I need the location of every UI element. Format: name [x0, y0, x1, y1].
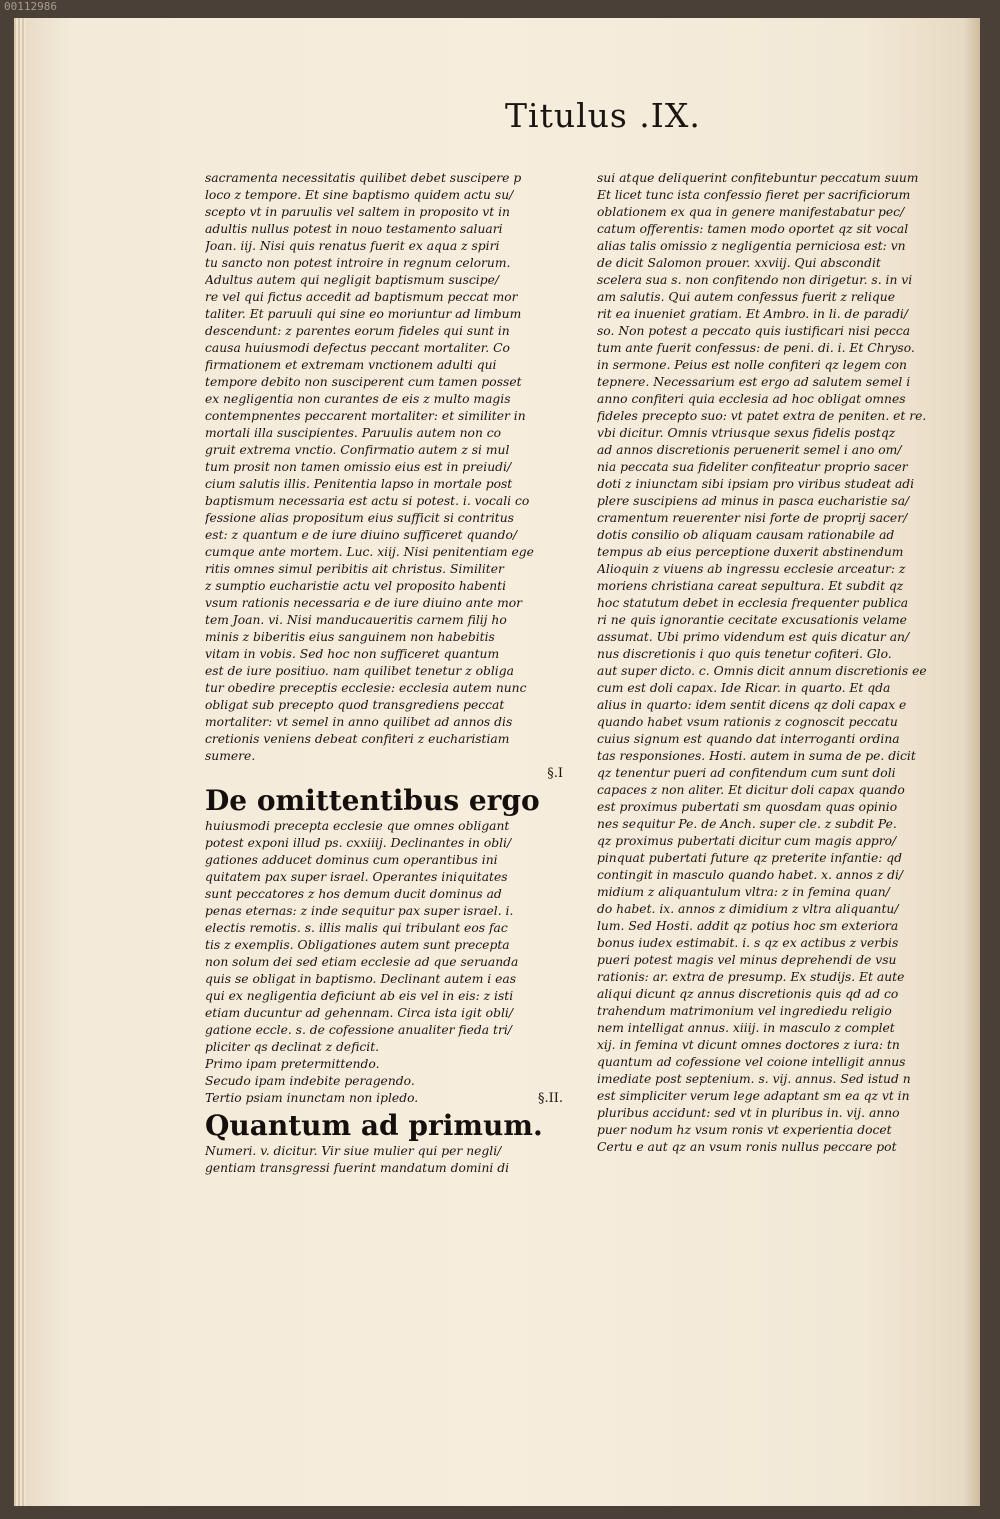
text-line: vbi dicitur. Omnis vtriusque sexus fidelis postqz: [597, 426, 896, 440]
text-line: nes sequitur Pe. de Anch. super cle. z subdit Pe.: [597, 817, 897, 831]
text-line: imediate post septenium. s. vij. annus. Sed istud n: [597, 1072, 911, 1086]
text-line: tum prosit non tamen omissio eius est in preiudi/: [205, 460, 512, 474]
text-line: quitatem pax super israel. Operantes iniquitates: [205, 870, 508, 884]
text-line: quis se obligat in baptismo. Declinant autem i eas: [205, 972, 517, 986]
text-line: fessione alias propositum eius sufficit si contritus: [205, 511, 514, 525]
text-line: Joan. iij. Nisi quis renatus fuerit ex aqua z spiri: [205, 239, 500, 253]
text-line: aut super dicto. c. Omnis dicit annum discretionis ee: [597, 664, 927, 678]
text-line: scepto vt in paruulis vel saltem in proposito vt in: [205, 205, 510, 219]
text-line: tu sancto non potest introire in regnum celorum.: [205, 256, 511, 270]
text-line: anno confiteri quia ecclesia ad hoc obligat omnes: [597, 392, 906, 406]
text-line: puer nodum hz vsum ronis vt experientia docet: [597, 1123, 892, 1137]
text-line: causa huiusmodi defectus peccant mortaliter. Co: [205, 341, 510, 355]
text-line: z sumptio eucharistie actu vel proposito habenti: [205, 579, 507, 593]
text-line: gentiam transgressi fuerint mandatum domini di: [205, 1161, 510, 1175]
text-line: nia peccata sua fideliter confiteatur proprio sacer: [597, 460, 908, 474]
section-marker-row-2: [205, 1090, 577, 1107]
text-line: catum offerentis: tamen modo oportet qz sit vocal: [597, 222, 909, 236]
text-line: pliciter qs declinat z deficit.: [205, 1040, 380, 1054]
text-line: quando habet vsum rationis z cognoscit peccatu: [597, 715, 898, 729]
text-line: oblationem ex qua in genere manifestabatur pec/: [597, 205, 905, 219]
text-line: plere suscipiens ad minus in pasca eucharistie sa/: [597, 494, 910, 508]
right-column: [597, 170, 942, 1156]
left-text-block-c: [205, 1143, 577, 1177]
text-line: cuius signum est quando dat interroganti ordina: [597, 732, 900, 746]
text-line: descendunt: z parentes eorum fideles qui sunt in: [205, 324, 510, 338]
text-line: firmationem et extremam vnctionem adulti qui: [205, 358, 497, 372]
text-line: ri ne quis ignorantie cecitate excusationis velame: [597, 613, 907, 627]
text-line: tepnere. Necessarium est ergo ad salutem semel i: [597, 375, 911, 389]
section-marker-row-1: [205, 765, 577, 782]
text-line: ad annos discretionis peruenerit semel i ano om/: [597, 443, 902, 457]
text-line: est proximus pubertati sm quosdam quas opinio: [597, 800, 898, 814]
text-line: do habet. ix. annos z dimidium z vltra aliquantu/: [597, 902, 899, 916]
text-line: tum ante fuerit confessus: de peni. di. i. Et Chryso.: [597, 341, 915, 355]
text-line: sunt peccatores z hos demum ducit dominus ad: [205, 887, 502, 901]
text-line: tempus ab eius perceptione duxerit abstinendum: [597, 545, 904, 559]
text-line: ritis omnes simul peribitis ait christus. Similiter: [205, 562, 504, 576]
left-text-block-a: [205, 170, 577, 765]
text-line: est de iure positiuo. nam quilibet tenetur z obliga: [205, 664, 514, 678]
text-line: Et licet tunc ista confessio fieret per sacrificiorum: [597, 188, 911, 202]
text-line: scelera sua s. non confitendo non dirigetur. s. in vi: [597, 273, 913, 287]
text-line: tas responsiones. Hosti. autem in suma de pe. dicit: [597, 749, 916, 763]
text-line: tempore debito non susciperent cum tamen posset: [205, 375, 522, 389]
text-line: pluribus accidunt: sed vt in pluribus in. vij. anno: [597, 1106, 900, 1120]
text-line: Alioquin z viuens ab ingressu ecclesie arceatur: z: [597, 562, 906, 576]
text-line: re vel qui fictus accedit ad baptismum peccat mor: [205, 290, 518, 304]
text-line: contempnentes peccarent mortaliter: et similiter in: [205, 409, 526, 423]
text-line: gruit extrema vnctio. Confirmatio autem z si mul: [205, 443, 510, 457]
text-line: nus discretionis i quo quis tenetur cofiteri. Glo.: [597, 647, 892, 661]
text-line: fideles precepto suo: vt patet extra de peniten. et re.: [597, 409, 927, 423]
text-line: bonus iudex estimabit. i. s qz ex actibus z verbis: [597, 936, 899, 950]
text-line: tur obedire preceptis ecclesie: ecclesia autem nunc: [205, 681, 527, 695]
page-edge-right: [962, 18, 980, 1506]
text-line: gatione eccle. s. de cofessione anualiter fieda tri/: [205, 1023, 512, 1037]
text-line: ex negligentia non curantes de eis z multo magis: [205, 392, 511, 406]
text-line: cium salutis illis. Penitentia lapso in mortale post: [205, 477, 513, 491]
text-line: pueri potest magis vel minus deprehendi de vsu: [597, 953, 897, 967]
text-line: gationes adducet dominus cum operantibus ini: [205, 853, 498, 867]
text-line: mortaliter: vt semel in anno quilibet ad annos dis: [205, 715, 513, 729]
text-line: vitam in vobis. Sed hoc non sufficeret quantum: [205, 647, 500, 661]
text-line: in sermone. Peius est nolle confiteri qz legem con: [597, 358, 907, 372]
text-line: alius in quarto: idem sentit dicens qz doli capax e: [597, 698, 907, 712]
text-line: lum. Sed Hosti. addit qz potius hoc sm exteriora: [597, 919, 899, 933]
text-line: sumere.: [205, 749, 256, 763]
left-text-block-b: [205, 818, 577, 1107]
text-line: adultis nullus potest in nouo testamento saluari: [205, 222, 503, 236]
text-line: electis remotis. s. illis malis qui tribulant eos fac: [205, 921, 508, 935]
text-line: Primo ipam pretermittendo.: [205, 1057, 380, 1071]
text-line: sui atque deliquerint confitebuntur peccatum suum: [597, 171, 919, 185]
right-text-block: [597, 170, 942, 1156]
text-line: dotis consilio ob aliquam causam rationabile ad: [597, 528, 895, 542]
text-line: assumat. Ubi primo videndum est quis dicatur an/: [597, 630, 910, 644]
text-line: Tertio psiam inunctam non ipledo.: [205, 1091, 419, 1105]
text-line: huiusmodi precepta ecclesie que omnes obligant: [205, 819, 510, 833]
text-line: cumque ante mortem. Luc. xiij. Nisi penitentiam ege: [205, 545, 534, 559]
text-line: trahendum matrimonium vel ingrediedu religio: [597, 1004, 892, 1018]
text-line: est: z quantum e de iure diuino sufficeret quando/: [205, 528, 517, 542]
text-line: penas eternas: z inde sequitur pax super israel. i.: [205, 904, 514, 918]
text-line: baptismum necessaria est actu si potest. i. vocali co: [205, 494, 530, 508]
text-line: capaces z non aliter. Et dicitur doli capax quando: [597, 783, 905, 797]
text-line: quantum ad cofessione vel coione intelligit annus: [597, 1055, 906, 1069]
text-line: pinquat pubertati future qz preterite infantie: qd: [597, 851, 903, 865]
text-line: rit ea inueniet gratiam. Et Ambro. in li. de paradi/: [597, 307, 908, 321]
frame-label: 00112986: [4, 0, 57, 13]
text-line: Certu e aut qz an vsum ronis nullus peccare pot: [597, 1140, 897, 1154]
text-line: qz proximus pubertati dicitur cum magis appro/: [597, 834, 897, 848]
running-head: Titulus .IX.: [505, 96, 701, 135]
text-line: de dicit Salomon prouer. xxviij. Qui abscondit: [597, 256, 881, 270]
text-line: vsum rationis necessaria e de iure diuino ante mor: [205, 596, 523, 610]
text-line: rationis: ar. extra de presump. Ex studijs. Et aute: [597, 970, 905, 984]
text-line: etiam ducuntur ad gehennam. Circa ista igit obli/: [205, 1006, 513, 1020]
text-line: sacramenta necessitatis quilibet debet suscipere p: [205, 171, 522, 185]
text-line: Secudo ipam indebite peragendo.: [205, 1074, 415, 1088]
text-line: alias talis omissio z negligentia perniciosa est: vn: [597, 239, 906, 253]
text-line: tis z exemplis. Obligationes autem sunt precepta: [205, 938, 510, 952]
text-line: so. Non potest a peccato quis iustificari nisi pecca: [597, 324, 911, 338]
text-line: mortali illa suscipientes. Paruulis autem non co: [205, 426, 502, 440]
text-line: cretionis veniens debeat confiteri z eucharistiam: [205, 732, 510, 746]
text-line: aliqui dicunt qz annus discretionis quis qd ad co: [597, 987, 899, 1001]
left-column: [205, 170, 577, 1177]
text-line: cramentum reuerenter nisi forte de proprij sacer/: [597, 511, 908, 525]
text-line: nem intelligat annus. xiiij. in masculo z complet: [597, 1021, 895, 1035]
text-line: midium z aliquantulum vltra: z in femina quan/: [597, 885, 890, 899]
section-marker-1: §.I: [547, 766, 563, 781]
text-line: doti z iniunctam sibi ipsiam pro viribus studeat adi: [597, 477, 915, 491]
text-line: non solum dei sed etiam ecclesie ad que seruanda: [205, 955, 519, 969]
section-heading-1: De omittentibus ergo: [205, 784, 540, 817]
text-line: qz tenentur pueri ad confitendum cum sunt doli: [597, 766, 896, 780]
text-line: minis z biberitis eius sanguinem non habebitis: [205, 630, 495, 644]
text-line: qui ex negligentia deficiunt ab eis vel in eis: z isti: [205, 989, 514, 1003]
page-edge-left: [14, 18, 26, 1506]
text-line: loco z tempore. Et sine baptismo quidem actu su/: [205, 188, 514, 202]
text-line: est simpliciter verum lege adaptant sm ea qz vt in: [597, 1089, 910, 1103]
text-line: potest exponi illud ps. cxxiiij. Declinantes in obli/: [205, 836, 512, 850]
text-line: obligat sub precepto quod transgrediens peccat: [205, 698, 505, 712]
section-heading-2: Quantum ad primum.: [205, 1109, 543, 1142]
text-line: taliter. Et paruuli qui sine eo moriuntur ad limbum: [205, 307, 522, 321]
text-line: hoc statutum debet in ecclesia frequenter publica: [597, 596, 909, 610]
text-line: contingit in masculo quando habet. x. annos z di/: [597, 868, 904, 882]
text-line: am salutis. Qui autem confessus fuerit z relique: [597, 290, 895, 304]
text-line: Adultus autem qui negligit baptismum suscipe/: [205, 273, 500, 287]
text-line: tem Joan. vi. Nisi manducaueritis carnem filij ho: [205, 613, 507, 627]
text-line: cum est doli capax. Ide Ricar. in quarto. Et qda: [597, 681, 891, 695]
text-line: moriens christiana careat sepultura. Et subdit qz: [597, 579, 904, 593]
text-line: Numeri. v. dicitur. Vir siue mulier qui per negli/: [205, 1144, 502, 1158]
text-line: xij. in femina vt dicunt omnes doctores z iura: tn: [597, 1038, 900, 1052]
section-marker-2: §.II.: [537, 1091, 563, 1106]
